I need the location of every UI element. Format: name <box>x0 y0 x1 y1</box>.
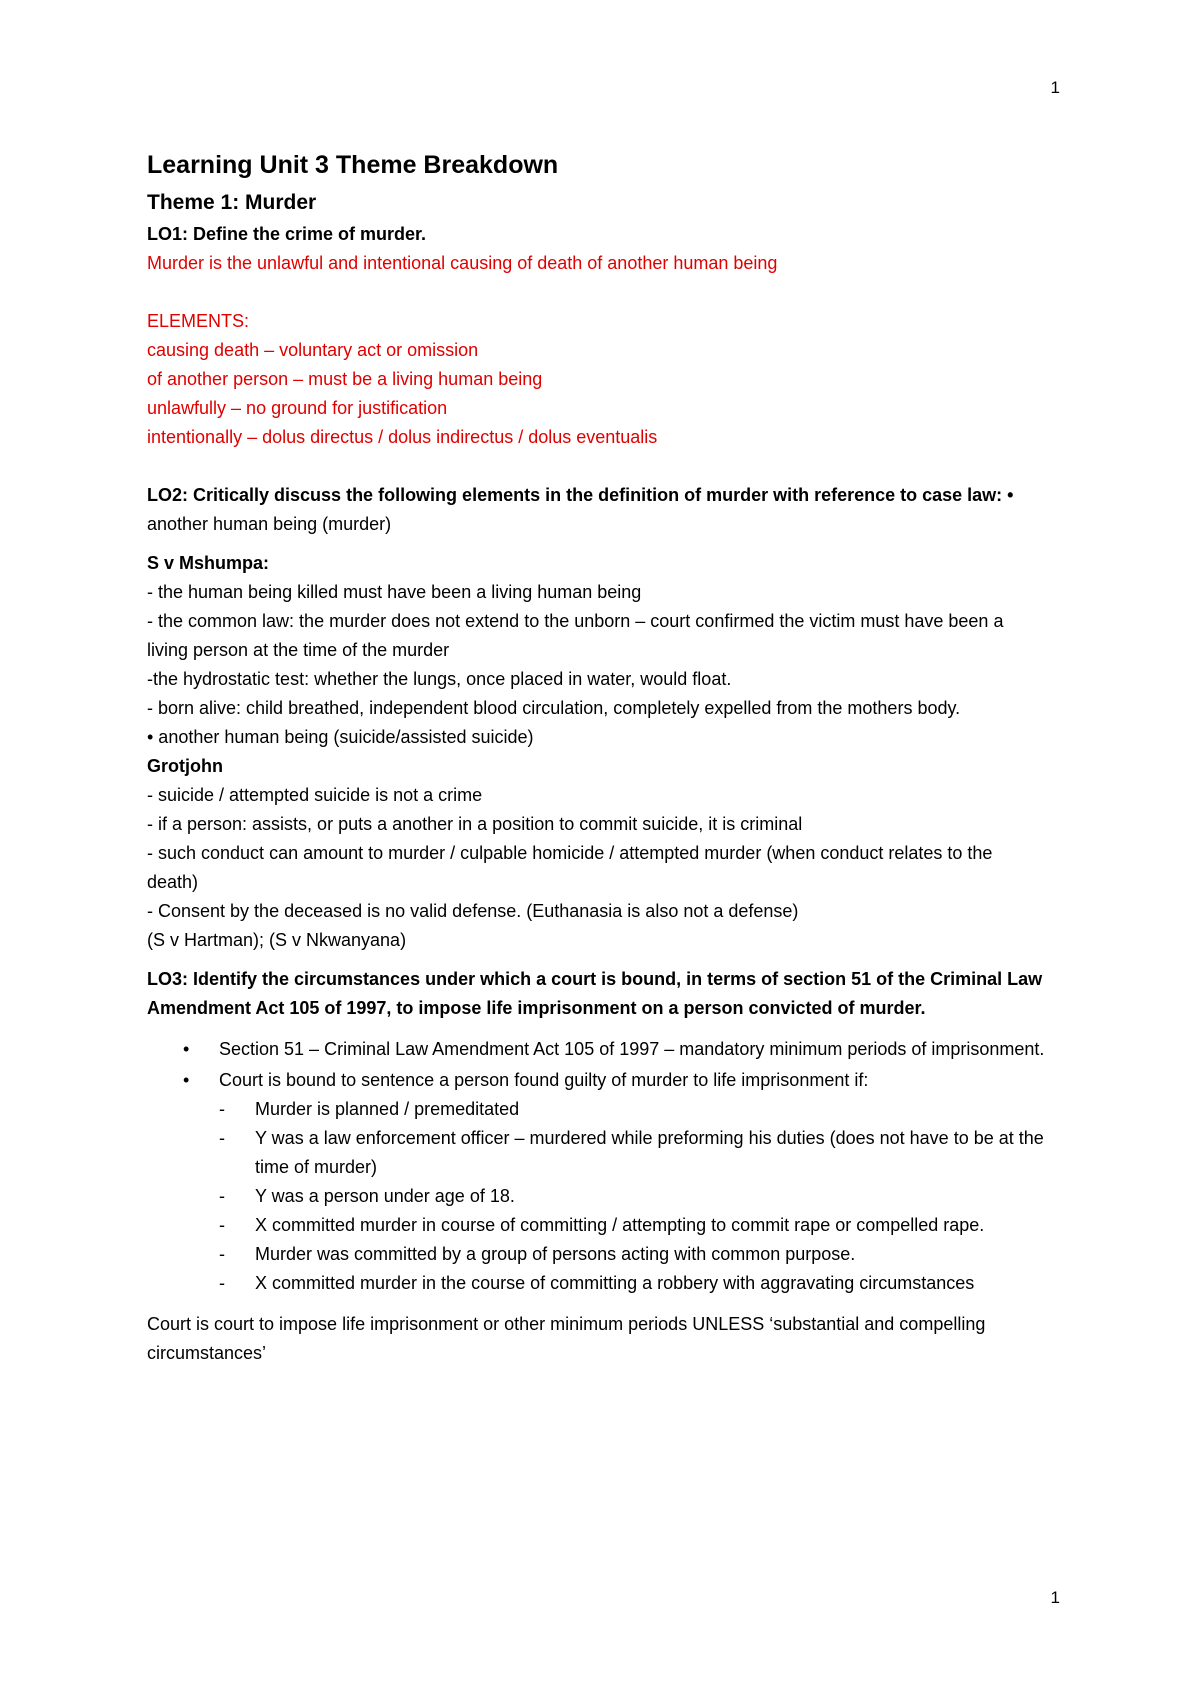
case-line: - if a person: assists, or puts a another in a position to commit suicide, it is criminal <box>147 814 803 834</box>
lo2-heading-tail: another human being (murder) <box>147 514 392 534</box>
document-title: Learning Unit 3 Theme Breakdown <box>147 151 559 179</box>
sub-item-text: X committed murder in the course of committing a robbery with aggravating circumstances <box>255 1273 975 1293</box>
sub-list-item <box>219 1182 1047 1211</box>
lo3-heading: LO3: Identify the circumstances under which a court is bound, in terms of section 51 of the Criminal Law Amendment Act 105 of 1997, to impose life imprisonment on a person convicted of murder. <box>147 969 1043 1018</box>
page-number-top: 1 <box>1050 78 1060 97</box>
dash-icon: - <box>219 1273 225 1293</box>
sub-item-text: Murder was committed by a group of persons acting with common purpose. <box>255 1244 856 1264</box>
case-line: - the common law: the murder does not extend to the unborn – court confirmed the victim must have been a living person at the time of the murder <box>147 611 1004 660</box>
lo2-heading <box>147 481 1047 539</box>
case-line: • another human being (suicide/assisted suicide) <box>147 727 534 747</box>
sub-list-item <box>219 1211 1047 1240</box>
elements-label: ELEMENTS: <box>147 311 250 331</box>
case-line: - Consent by the deceased is no valid defense. (Euthanasia is also not a defense) <box>147 901 799 921</box>
case-title-mshumpa: S v Mshumpa: <box>147 553 270 573</box>
lo1-heading: LO1: Define the crime of murder. <box>147 224 427 244</box>
element-item: causing death – voluntary act or omission <box>147 340 479 360</box>
dash-icon: - <box>219 1244 225 1264</box>
page-number-bottom: 1 <box>1050 1588 1060 1607</box>
case-line: - suicide / attempted suicide is not a crime <box>147 785 483 805</box>
sub-item-text: Murder is planned / premeditated <box>255 1099 520 1119</box>
list-item <box>147 1035 1047 1064</box>
bullet-icon: • <box>183 1070 190 1090</box>
element-item: unlawfully – no ground for justification <box>147 398 448 418</box>
sub-list-item <box>219 1124 1047 1182</box>
sub-list-item <box>219 1240 1047 1269</box>
bullet-text: Section 51 – Criminal Law Amendment Act 105 of 1997 – mandatory minimum periods of imprisonment. <box>219 1039 1045 1059</box>
case-title-grotjohn: Grotjohn <box>147 756 223 776</box>
case-citations: (S v Hartman); (S v Nkwanyana) <box>147 930 407 950</box>
dash-icon: - <box>219 1215 225 1235</box>
list-item <box>147 1066 1047 1298</box>
case-line: - such conduct can amount to murder / culpable homicide / attempted murder (when conduct relates to the death) <box>147 843 993 892</box>
document-body <box>147 148 1047 1368</box>
dash-icon: - <box>219 1099 225 1119</box>
closing-paragraph: Court is court to impose life imprisonment or other minimum periods UNLESS ‘substantial and compelling circumstances’ <box>147 1314 986 1363</box>
murder-definition: Murder is the unlawful and intentional causing of death of another human being <box>147 253 778 273</box>
element-item: of another person – must be a living human being <box>147 369 543 389</box>
element-item: intentionally – dolus directus / dolus indirectus / dolus eventualis <box>147 427 658 447</box>
sub-list <box>219 1095 1047 1298</box>
dash-icon: - <box>219 1128 225 1148</box>
case-line: -the hydrostatic test: whether the lungs, once placed in water, would float. <box>147 669 732 689</box>
sub-item-text: Y was a person under age of 18. <box>255 1186 515 1206</box>
sub-list-item <box>219 1269 1047 1298</box>
sub-list-item <box>219 1095 1047 1124</box>
case-line: - born alive: child breathed, independent blood circulation, completely expelled from the mothers body. <box>147 698 961 718</box>
bullet-icon: • <box>183 1039 190 1059</box>
sub-item-text: Y was a law enforcement officer – murdered while preforming his duties (does not have to be at the time of murder) <box>255 1128 1044 1177</box>
lo3-bullet-list <box>147 1035 1047 1298</box>
dash-icon: - <box>219 1186 225 1206</box>
bullet-text: Court is bound to sentence a person found guilty of murder to life imprisonment if: <box>219 1070 869 1090</box>
lo2-heading-bold: LO2: Critically discuss the following elements in the definition of murder with reference to case law: • <box>147 485 1014 505</box>
theme-heading: Theme 1: Murder <box>147 191 317 214</box>
sub-item-text: X committed murder in course of committing / attempting to commit rape or compelled rape. <box>255 1215 985 1235</box>
case-line: - the human being killed must have been a living human being <box>147 582 642 602</box>
